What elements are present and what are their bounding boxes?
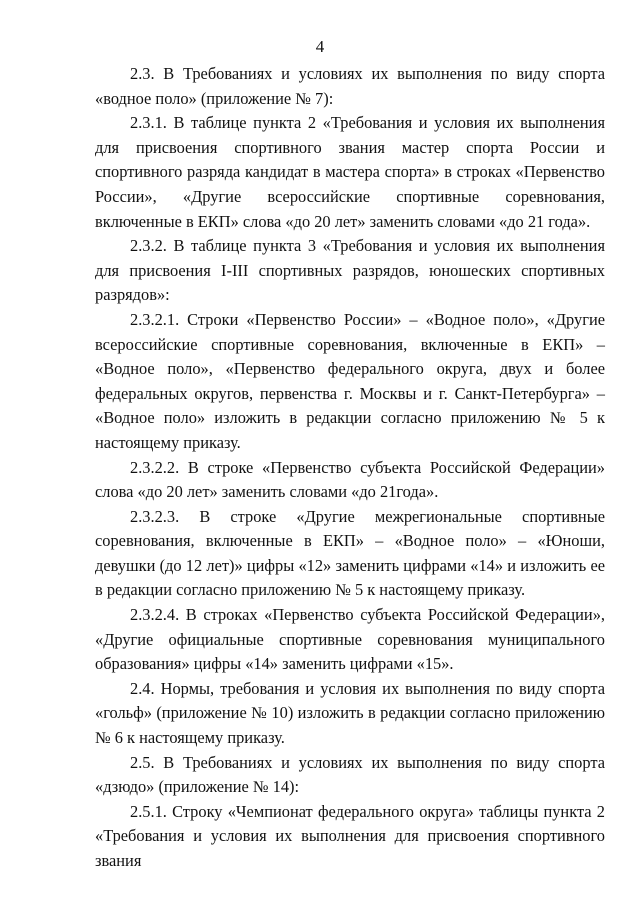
document-body <box>95 62 605 874</box>
paragraph-2-3: 2.3. В Требованиях и условиях их выполнения по виду спорта «водное поло» (приложение № 7): <box>95 64 605 108</box>
paragraph-2-3-2: 2.3.2. В таблице пункта 3 «Требования и условия их выполнения для присвоения I-III спортивных разрядов, юношеских спортивных разрядов»: <box>95 236 605 305</box>
paragraph-2-4: 2.4. Нормы, требования и условия их выполнения по виду спорта «гольф» (приложение № 10) изложить в редакции согласно приложению № 6 к настоящему приказу. <box>95 678 605 748</box>
paragraph-2-3-2-3: 2.3.2.3. В строке «Другие межрегиональные спортивные соревнования, включенные в ЕКП» – «Водное поло» – «Юноши, девушки (до 12 лет)» цифры «12» заменить цифрами «14» и изложить ее в редакции согласно приложению № 5 к настоящему приказу. <box>95 506 605 600</box>
paragraph-2-5: 2.5. В Требованиях и условиях их выполнения по виду спорта «дзюдо» (приложение № 14): <box>95 752 605 797</box>
paragraph-2-3-2-1: 2.3.2.1. Строки «Первенство России» – «Водное поло», «Другие всероссийские спортивные соревнования, включенные в ЕКП» – «Водное поло», «Первенство федерального округа, двух и более федеральных округов, первенства г. Москвы и г. Санкт-Петербурга» – «Водное поло» изложить в редакции согласно приложению № 5 к настоящему приказу. <box>95 309 605 452</box>
paragraph-2-3-2-2: 2.3.2.2. В строке «Первенство субъекта Российской Федерации» слова «до 20 лет» заменить словами «до 21года». <box>95 457 605 502</box>
paragraph-2-3-2-4: 2.3.2.4. В строках «Первенство субъекта Российской Федерации», «Другие официальные спортивные соревнования муниципального образования» цифры «14» заменить цифрами «15». <box>95 605 605 674</box>
paragraph-2-5-1: 2.5.1. Строку «Чемпионат федерального округа» таблицы пункта 2 «Требования и условия их выполнения для присвоения спортивного звания <box>95 801 605 870</box>
paragraph-2-3-1: 2.3.1. В таблице пункта 2 «Требования и условия их выполнения для присвоения спортивного звания мастер спорта России и спортивного разряда кандидат в мастера спорта» в строках «Первенство России», «Другие всероссийские спортивные соревнования, включенные в ЕКП» слова «до 20 лет» заменить словами «до 21 года». <box>95 113 605 231</box>
page-number: 4 <box>315 37 325 56</box>
